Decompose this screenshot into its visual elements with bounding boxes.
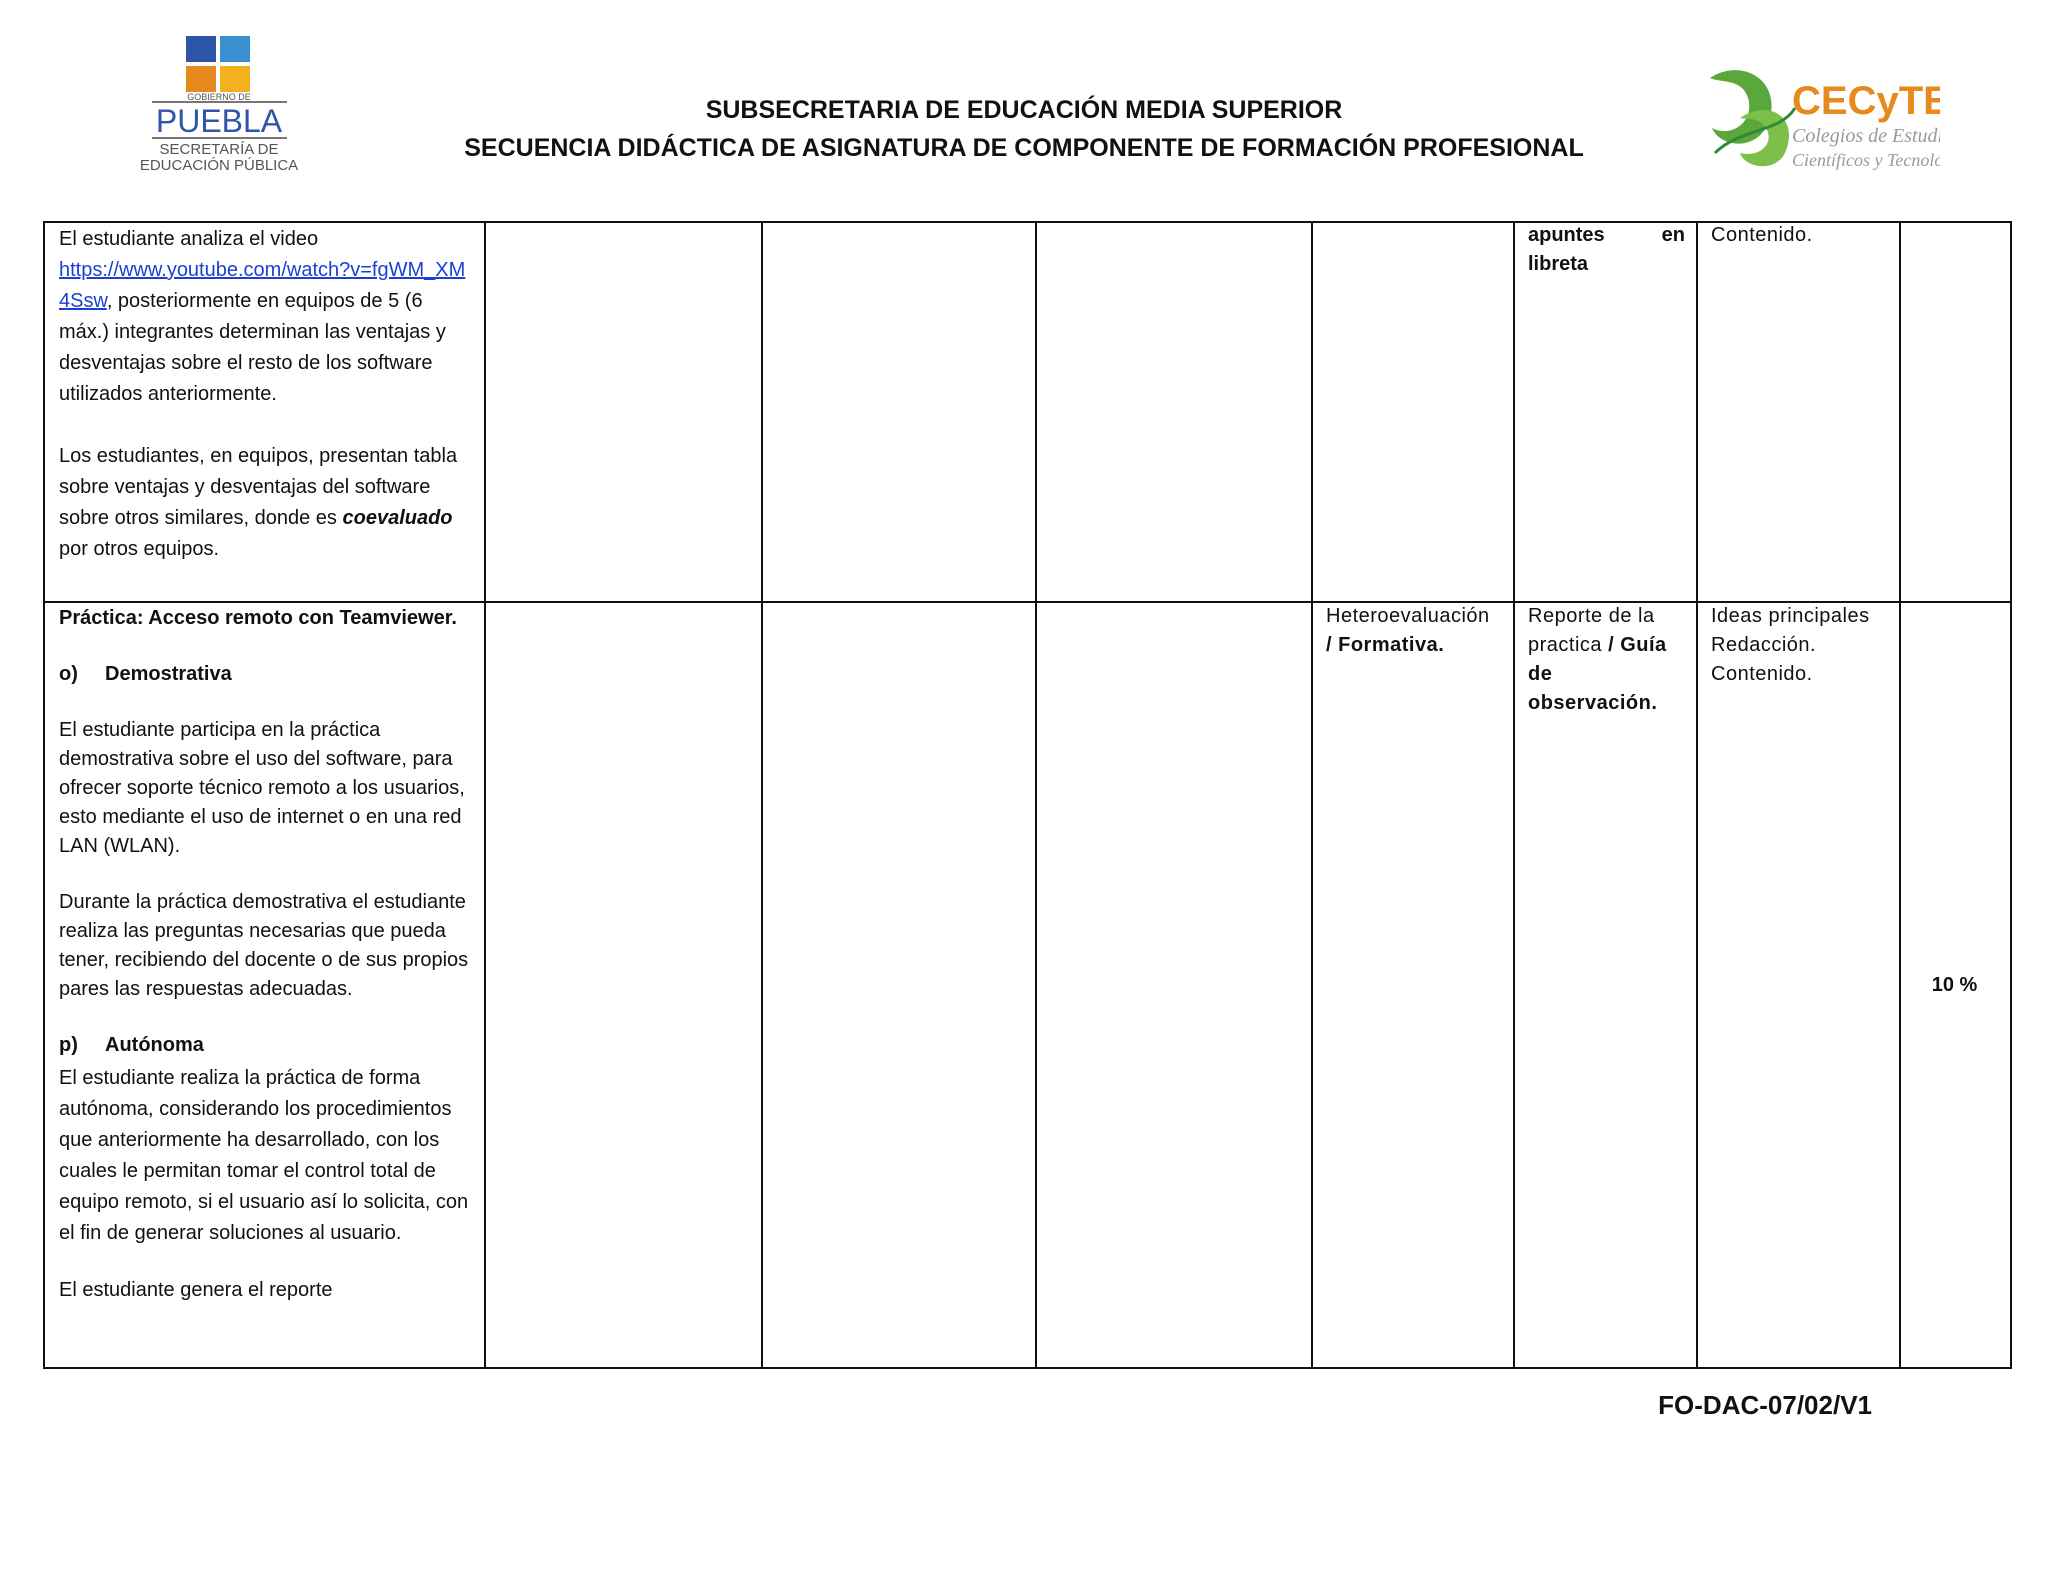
svg-text:Científicos y Tecnológ: Científicos y Tecnológ [1792, 150, 1940, 170]
row1-p1-text: El estudiante analiza el video [59, 228, 319, 250]
svg-text:GOBIERNO DE: GOBIERNO DE [187, 92, 251, 102]
section-o-label: o) [59, 663, 78, 685]
row2-evaluation-type-cell [1326, 602, 1506, 660]
row1-activity-cell [59, 224, 473, 565]
svg-text:CECyTE: CECyTE [1792, 79, 1940, 123]
evaluation-type-line2: / Formativa. [1326, 634, 1445, 656]
svg-text:EDUCACIÓN PÚBLICA: EDUCACIÓN PÚBLICA [139, 157, 299, 174]
svg-text:SECRETARÍA DE: SECRETARÍA DE [159, 141, 279, 158]
row1-p1-text-cont: , posteriormente en equipos de 5 (6 máx.) integrantes determinan las ventajas y desventajas sobre el resto de los software utilizados anteriormente. [59, 290, 446, 405]
section-o-paragraph1: El estudiante participa en la práctica demostrativa sobre el uso del software, para ofrecer soporte técnico remoto a los usuarios, esto mediante el uso de internet o en una red LAN (WLAN). [59, 719, 465, 857]
header-title-line1: SUBSECRETARIA DE EDUCACIÓN MEDIA SUPERIOR [705, 96, 1343, 124]
row1-criteria-cell: Contenido. [1711, 224, 1813, 246]
row2-evidence-cell [1528, 602, 1685, 718]
section-o-paragraph2: Durante la práctica demostrativa el estudiante realiza las preguntas necesarias que pueda tener, recibiendo del docente o de sus propios pares las respuestas adecuadas. [59, 891, 469, 1000]
criteria-line2: Redacción. [1711, 634, 1817, 656]
row2-evidence-bold: / Guía de observación. [1528, 634, 1667, 714]
row1-evidence-word1: apuntes [1528, 224, 1605, 246]
section-p-label: p) [59, 1034, 78, 1056]
row1-evidence-cell [1528, 221, 1685, 279]
criteria-line1: Ideas principales [1711, 605, 1870, 627]
row1-coevaluado: coevaluado [342, 507, 453, 529]
section-o-title: Demostrativa [105, 663, 232, 685]
row2-criteria-cell [1711, 602, 1896, 689]
row2-activity-cell [59, 604, 473, 1305]
practice-title: Práctica: Acceso remoto con Teamviewer. [59, 607, 457, 629]
youtube-video-link[interactable]: https://www.youtube.com/watch?v=fgWM_XM4Ssw [59, 259, 466, 312]
svg-text:PUEBLA: PUEBLA [155, 103, 283, 139]
svg-text:Colegios de Estudi: Colegios de Estudi [1792, 125, 1940, 147]
section-p-title: Autónoma [105, 1034, 204, 1056]
evaluation-type-line1: Heteroevaluación [1326, 605, 1490, 627]
section-p-paragraph1: El estudiante realiza la práctica de forma autónoma, considerando los procedimientos que anteriormente ha desarrollado, con los cuales le permitan tomar el control total de equipo remoto, si el usuario así lo solicita, con el fin de generar soluciones al usuario. [59, 1067, 469, 1244]
row2-weight-value: 10 % [1931, 974, 1978, 996]
criteria-line3: Contenido. [1711, 663, 1813, 685]
row1-p2-text: Los estudiantes, en equipos, presentan tabla sobre ventajas y desventajas del software sobre otros similares, donde es [59, 445, 458, 529]
section-p-paragraph2: El estudiante genera el reporte [59, 1279, 333, 1301]
row2-evidence-text: Reporte de la practica [1528, 605, 1655, 656]
row1-evidence-word2: en [1661, 224, 1685, 246]
row1-evidence-line2: libreta [1528, 253, 1589, 275]
header-title-line2: SECUENCIA DIDÁCTICA DE ASIGNATURA DE COMPONENTE DE FORMACIÓN PROFESIONAL [464, 134, 1584, 162]
row1-p2-text-end: por otros equipos. [59, 538, 220, 560]
form-code: FO-DAC-07/02/V1 [1658, 1390, 1872, 1420]
